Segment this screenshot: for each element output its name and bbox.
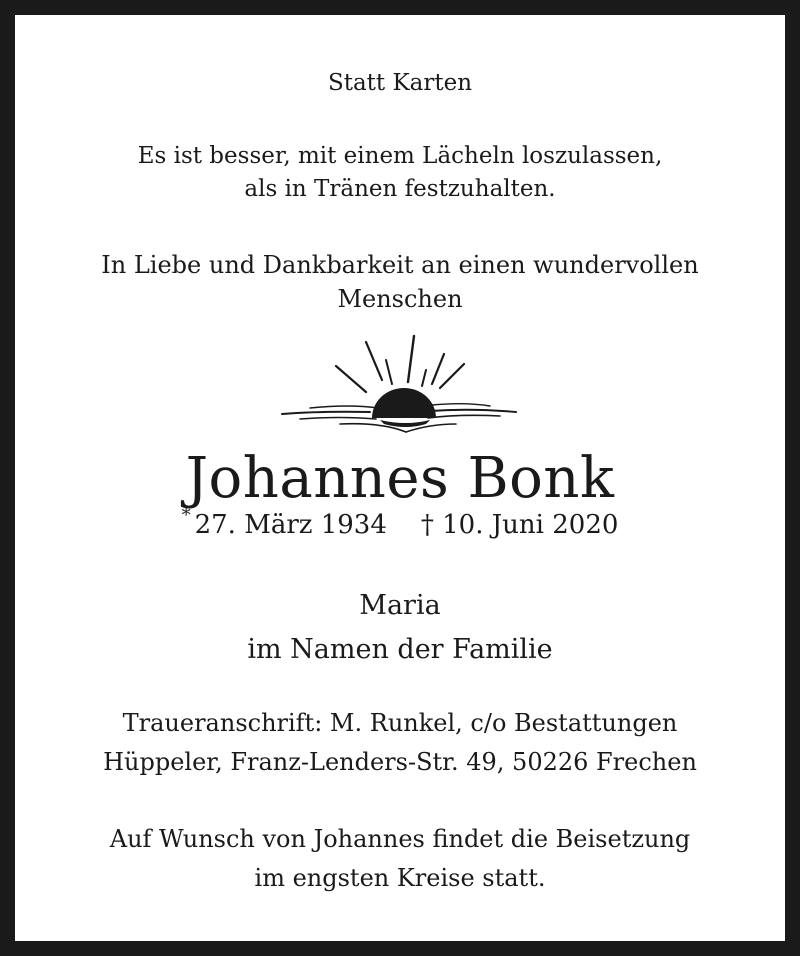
burial-line-1: Auf Wunsch von Johannes findet die Beisetzung	[109, 825, 691, 853]
deceased-name: Johannes Bonk	[185, 446, 615, 511]
birth-date: 27. März 1934	[194, 510, 387, 540]
burial-line-2: im engsten Kreise statt.	[254, 864, 546, 892]
life-dates	[0, 505, 800, 540]
address-line-1: Traueranschrift: M. Runkel, c/o Bestattungen	[122, 709, 678, 737]
dedication-line-2: Menschen	[337, 285, 463, 313]
mourner-subtitle: im Namen der Familie	[247, 634, 553, 665]
quote-line-2: als in Tränen festzuhalten.	[244, 176, 556, 202]
address-line-2: Hüppeler, Franz-Lenders-Str. 49, 50226 Frechen	[103, 748, 697, 776]
notice-heading: Statt Karten	[327, 70, 473, 96]
death-date: 10. Juni 2020	[442, 510, 619, 540]
birth-symbol: *	[181, 505, 191, 526]
dedication-line-1: In Liebe und Dankbarkeit an einen wundervollen	[101, 251, 699, 279]
sunset-icon	[280, 334, 520, 438]
quote-line-1: Es ist besser, mit einem Lächeln loszulassen,	[137, 143, 663, 169]
mourner-name: Maria	[359, 590, 441, 621]
death-symbol: †	[420, 510, 434, 540]
